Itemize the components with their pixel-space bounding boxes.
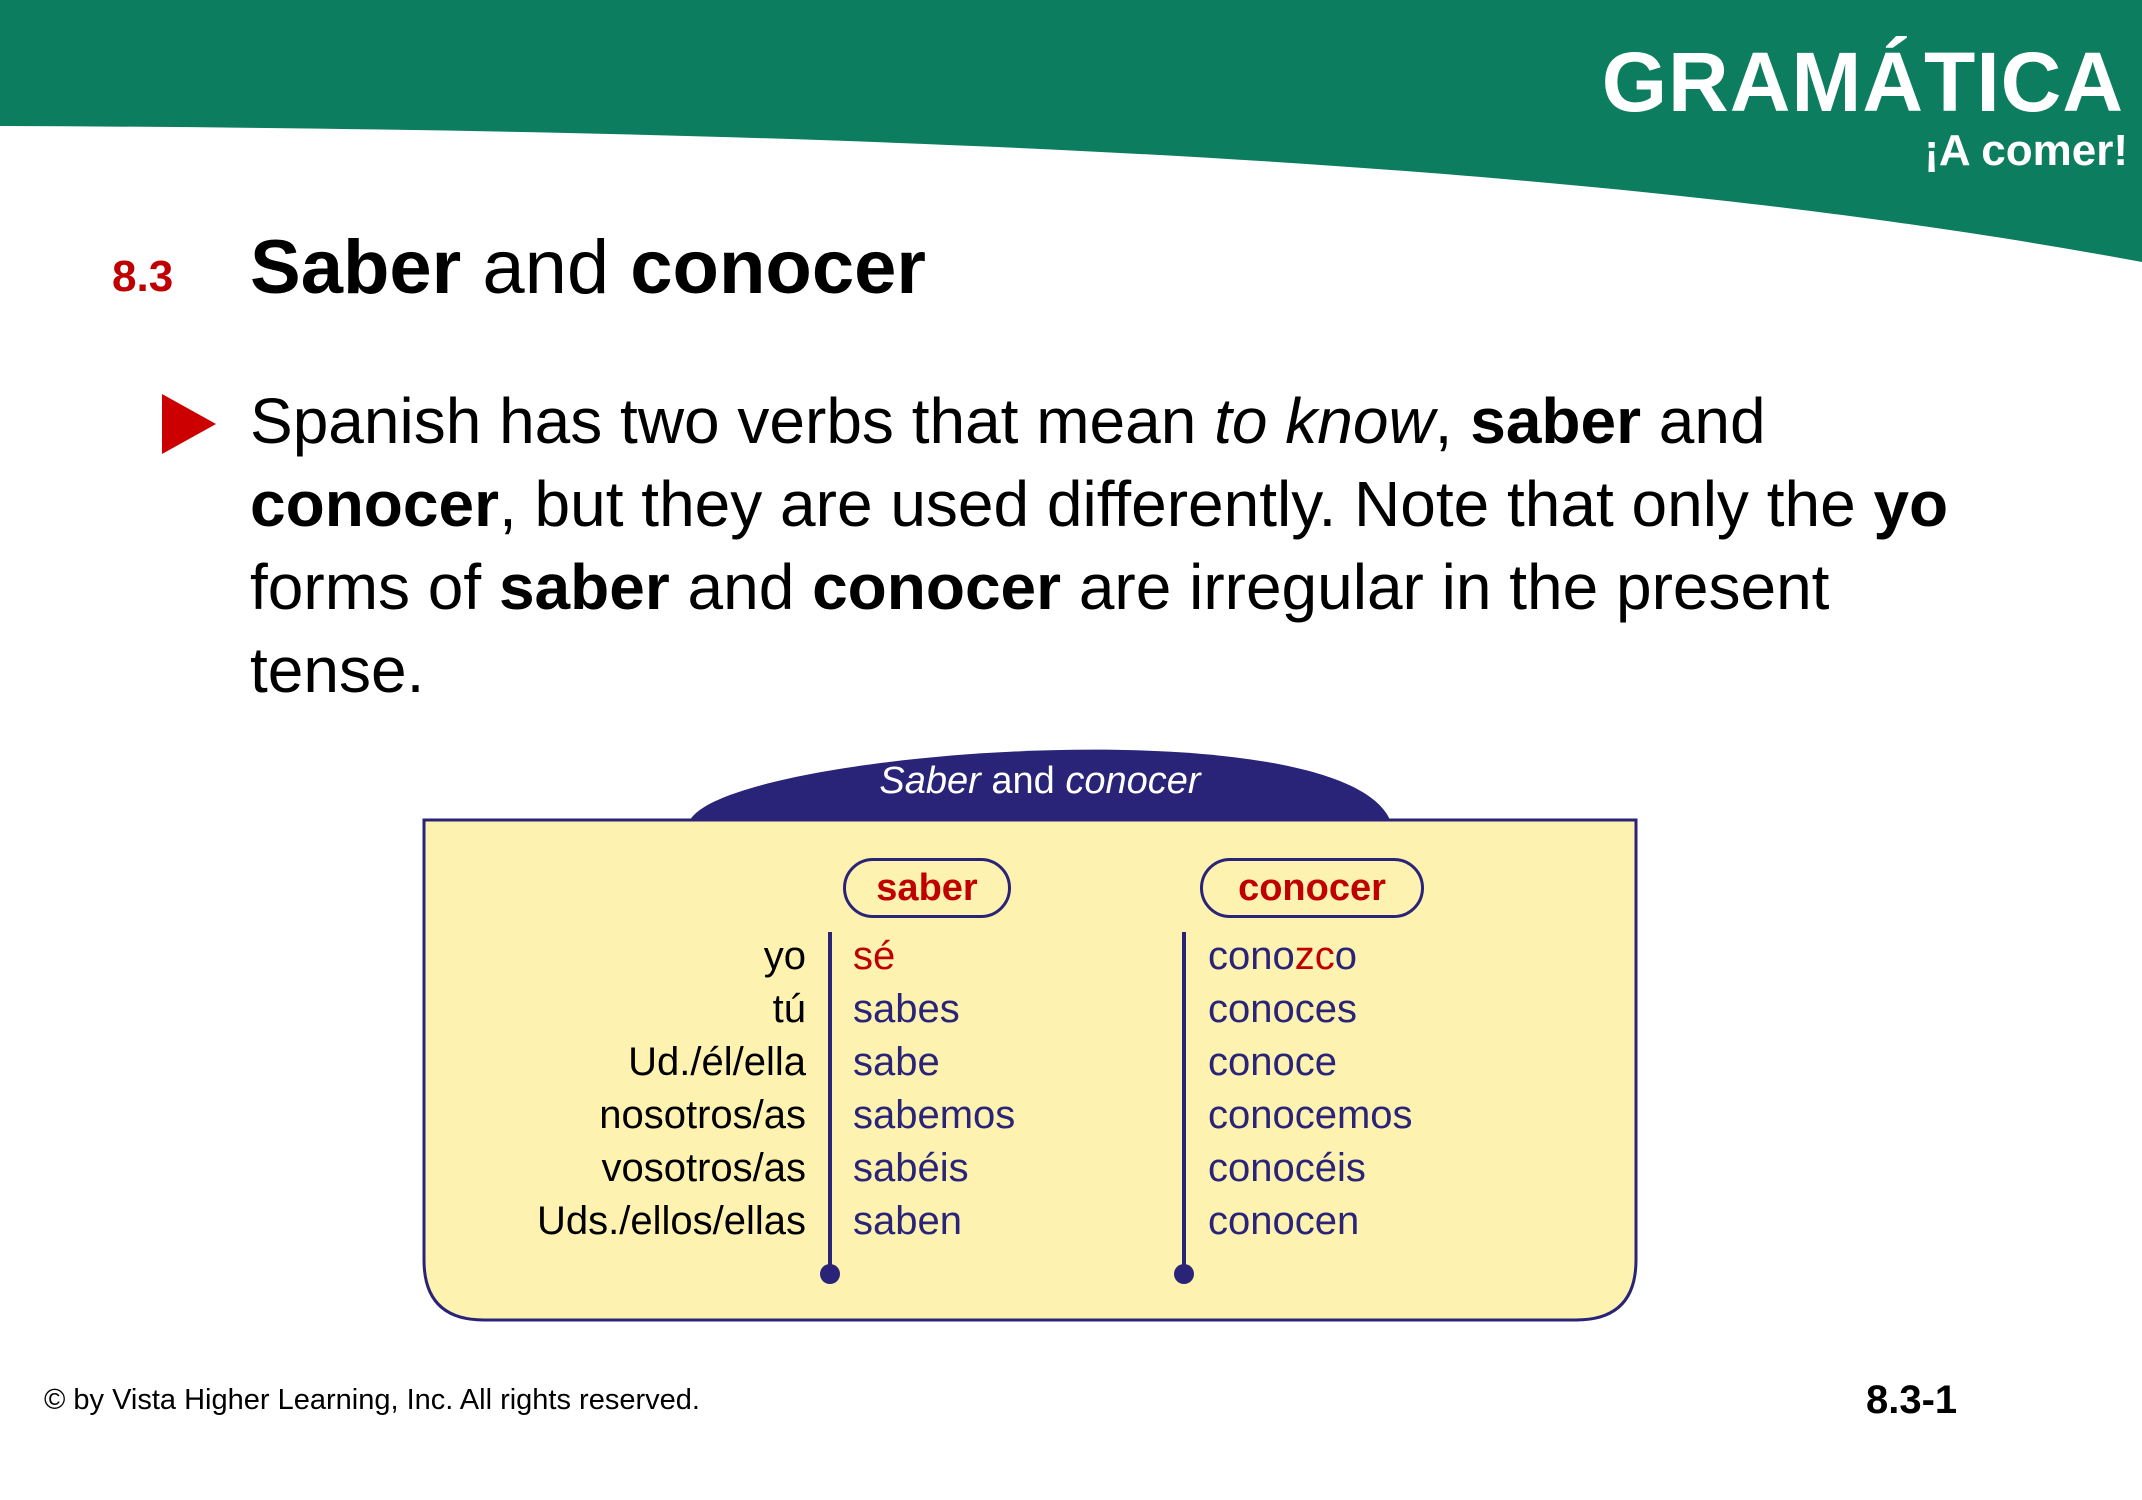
para-text: are irregular in the present tense. [250, 551, 1830, 706]
conocer-form: conoce [1208, 1040, 1337, 1084]
table-title [700, 760, 1380, 803]
para-bold-conocer: conocer [250, 468, 499, 540]
conocer-form: conocen [1208, 1199, 1360, 1243]
copyright-footer: © by Vista Higher Learning, Inc. All rights reserved. [44, 1384, 700, 1416]
para-text: and [669, 551, 813, 623]
section-title-conocer: conocer [630, 225, 926, 310]
para-bold-saber: saber [1470, 385, 1641, 457]
section-title-saber: Saber [250, 225, 462, 310]
para-text: and [1641, 385, 1766, 457]
conocer-form-irregular [1208, 930, 1413, 983]
pronoun-row: nosotros/as [599, 1093, 806, 1137]
pronoun-column [420, 930, 806, 1248]
header-title: GRAMÁTICA [1601, 35, 2124, 129]
saber-form: saben [853, 1199, 962, 1243]
para-text: Spanish has two verbs that mean [250, 385, 1215, 457]
para-text: forms of [250, 551, 499, 623]
page-number: 8.3-1 [1866, 1378, 1958, 1422]
para-bold-yo: yo [1873, 468, 1949, 540]
conocer-form: conocemos [1208, 1093, 1413, 1137]
pronoun-row: vosotros/as [601, 1146, 806, 1190]
table-title-saber: Saber [879, 760, 981, 802]
header-pill-conocer: conocer [1200, 858, 1424, 918]
table-title-conocer: conocer [1065, 760, 1201, 802]
saber-column [853, 930, 1015, 1248]
para-text: , but they are used differently. Note that only the [498, 468, 1874, 540]
para-bold-saber: saber [498, 551, 670, 623]
header-pill-saber: saber [843, 858, 1011, 918]
irregular-ending: zc [1294, 934, 1335, 978]
saber-form-irregular: sé [853, 934, 896, 978]
pronoun-row: Ud./él/ella [628, 1040, 806, 1084]
header-subtitle: ¡A comer! [1924, 126, 2128, 175]
saber-form: sabe [853, 1040, 940, 1084]
para-text: , [1434, 385, 1471, 457]
para-italic-to-know: to know [1214, 385, 1435, 457]
conocer-column [1208, 930, 1413, 1248]
table-title-and: and [980, 760, 1066, 802]
conocer-form: conoces [1208, 987, 1357, 1031]
section-number: 8.3 [112, 252, 174, 301]
saber-form: sabéis [853, 1146, 969, 1190]
para-bold-conocer: conocer [812, 551, 1062, 623]
saber-form: sabes [853, 987, 960, 1031]
pronoun-row: yo [763, 934, 806, 978]
saber-form: sabemos [853, 1093, 1016, 1137]
conocer-form-yo: conozco [1208, 934, 1357, 978]
pronoun-row: Uds./ellos/ellas [536, 1199, 806, 1243]
conocer-form: conocéis [1208, 1146, 1366, 1190]
section-title-and: and [461, 225, 631, 310]
pronoun-row: tú [772, 987, 806, 1031]
